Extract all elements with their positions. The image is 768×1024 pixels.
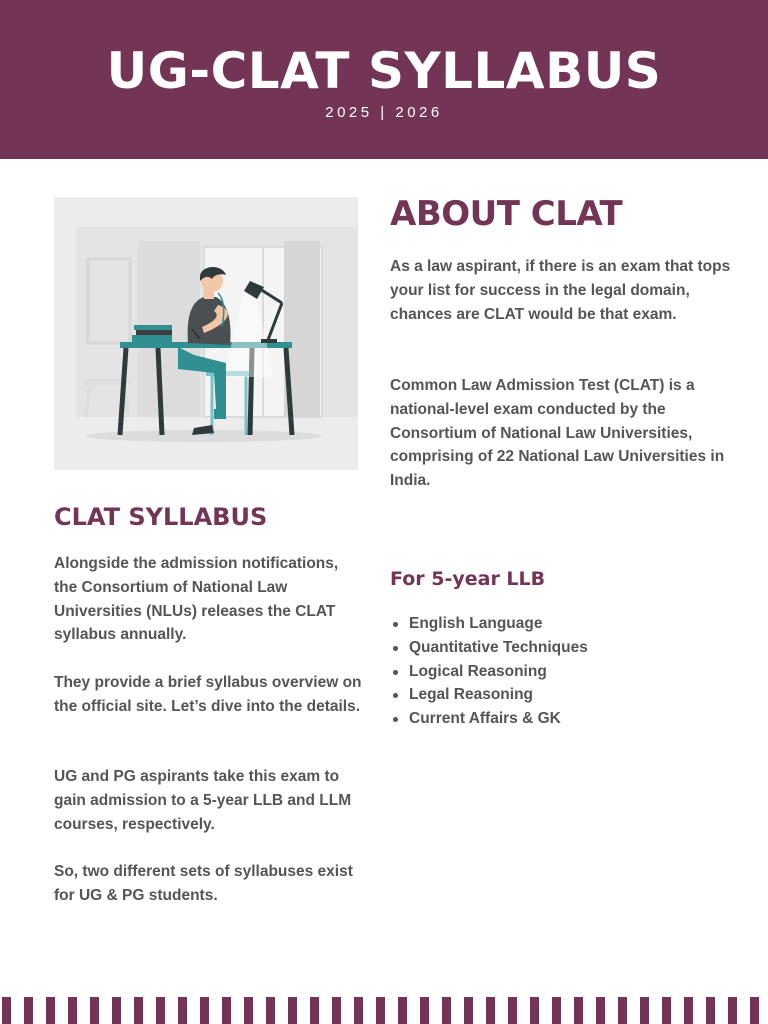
page-title: UG-CLAT SYLLABUS xyxy=(106,42,662,100)
about-clat-heading: ABOUT CLAT xyxy=(390,194,623,234)
syllabus-paragraph-3: UG and PG aspirants take this exam to gain admission to a 5-year LLB and LLM courses, respectively. xyxy=(54,768,352,833)
syllabus-paragraph-2: They provide a brief syllabus overview on the official site. Let’s dive into the details. xyxy=(54,674,362,715)
syllabus-paragraph-4: So, two different sets of syllabuses exist for UG & PG students. xyxy=(54,863,353,904)
list-item: Current Affairs & GK xyxy=(390,707,730,731)
about-paragraph-2: Common Law Admission Test (CLAT) is a national-level exam conducted by the Consortium of National Law Universities, comprising of 22 National Law Universities in India. xyxy=(390,377,725,490)
clat-syllabus-heading: CLAT SYLLABUS xyxy=(54,503,268,531)
syllabus-paragraph-1: Alongside the admission notifications, the Consortium of National Law Universities (NLUs) releases the CLAT syllabus annually. xyxy=(54,555,339,644)
header-banner xyxy=(0,0,768,159)
llb-subject-list xyxy=(390,612,730,731)
list-item: Logical Reasoning xyxy=(390,660,730,684)
list-item: Quantitative Techniques xyxy=(390,636,730,660)
year-range: 2025 | 2026 xyxy=(325,104,443,121)
student-studying-illustration xyxy=(54,197,358,470)
about-paragraph-1: As a law aspirant, if there is an exam that tops your list for success in the legal domain, chances are CLAT would be that exam. xyxy=(390,258,731,323)
student-at-desk-icon xyxy=(54,197,358,470)
footer-stripe-border xyxy=(0,997,768,1024)
list-item: English Language xyxy=(390,612,730,636)
list-item: Legal Reasoning xyxy=(390,683,730,707)
five-year-llb-heading: For 5-year LLB xyxy=(390,568,546,590)
